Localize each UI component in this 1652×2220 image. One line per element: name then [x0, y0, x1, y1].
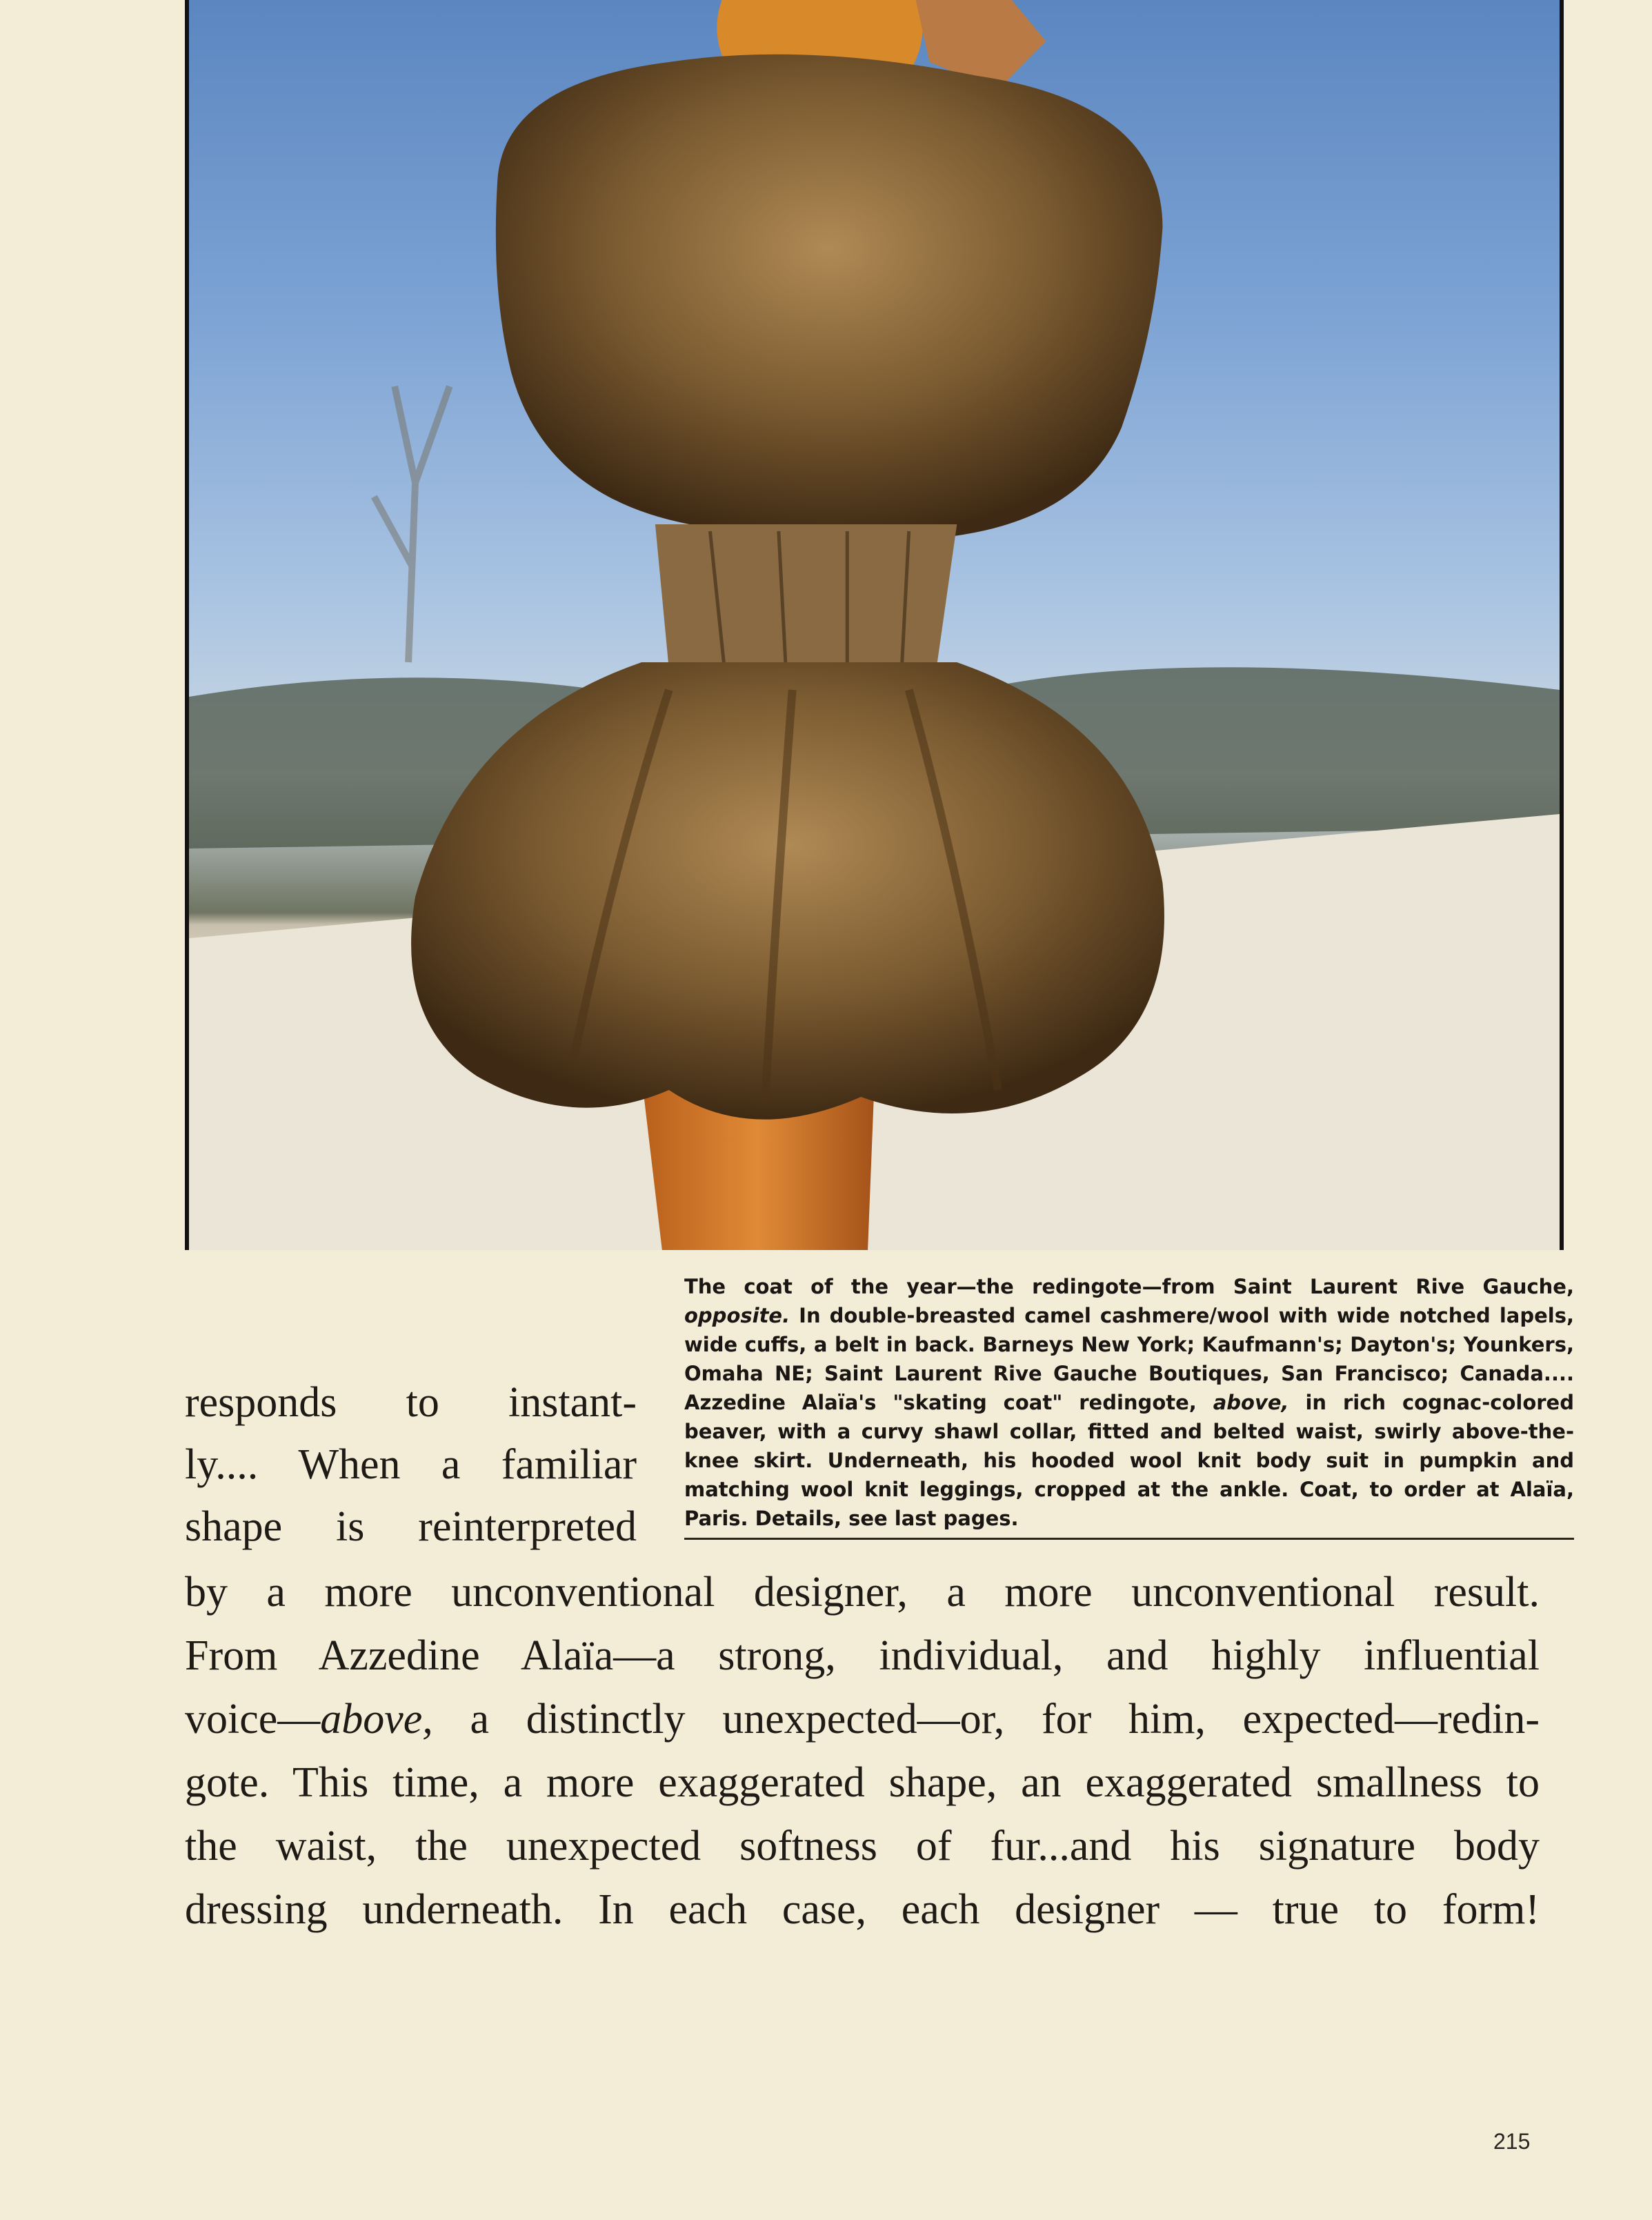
column-line: ly.... When a familiar	[185, 1441, 637, 1488]
caption-divider	[684, 1538, 1574, 1540]
caption-segment: The coat of the year—the redingote—from Saint Laurent Rive Gauche,	[684, 1275, 1574, 1298]
column-line: responds to instant-	[185, 1379, 637, 1426]
body-line: From Azzedine Alaïa—a strong, individual, and highly influential	[185, 1632, 1540, 1679]
caption-segment: In double-breasted camel cashmere/wool with wide notched lapels, wide cuffs, a belt in back. Barneys New York; Kaufmann's; Dayton's; Younkers, Omaha NE; Saint Laurent Rive Gauche Boutiques, San Francisco; Canada.... Azzedine Alaïa's "skating coat" redingote,	[684, 1304, 1574, 1414]
caption-emphasis: above,	[1213, 1391, 1289, 1414]
body-line: dressing underneath. In each case, each designer — true to form!	[185, 1886, 1540, 1933]
body-line: by a more unconventional designer, a more unconventional result.	[185, 1569, 1540, 1616]
body-line-part: a distinctly unexpected—or, for him, expected—redin-	[432, 1696, 1540, 1743]
body-line-part: voice—	[185, 1696, 321, 1743]
caption-emphasis: opposite.	[684, 1304, 790, 1327]
caption-segment: in rich cognac-colored beaver, with a curvy shawl collar, fitted and belted waist, swirly above-the-knee skirt. Underneath, his hooded wool knit body suit in pumpkin and matching wool knit leggings, cropped at the ankle. Coat, to order at Alaïa, Paris. Details, see last pages.	[684, 1391, 1574, 1530]
page-number: 215	[1493, 2129, 1531, 2154]
body-line	[185, 1687, 1540, 1751]
body-emphasis: above,	[320, 1696, 433, 1743]
photo-caption	[684, 1272, 1574, 1533]
body-line: gote. This time, a more exaggerated shape, an exaggerated smallness to	[185, 1759, 1540, 1806]
column-line: shape is reinterpreted	[185, 1503, 637, 1550]
fashion-photo	[185, 0, 1564, 1250]
fur-redingote-photo-icon	[189, 0, 1560, 1250]
body-line: the waist, the unexpected softness of fur...and his signature body	[185, 1823, 1540, 1870]
